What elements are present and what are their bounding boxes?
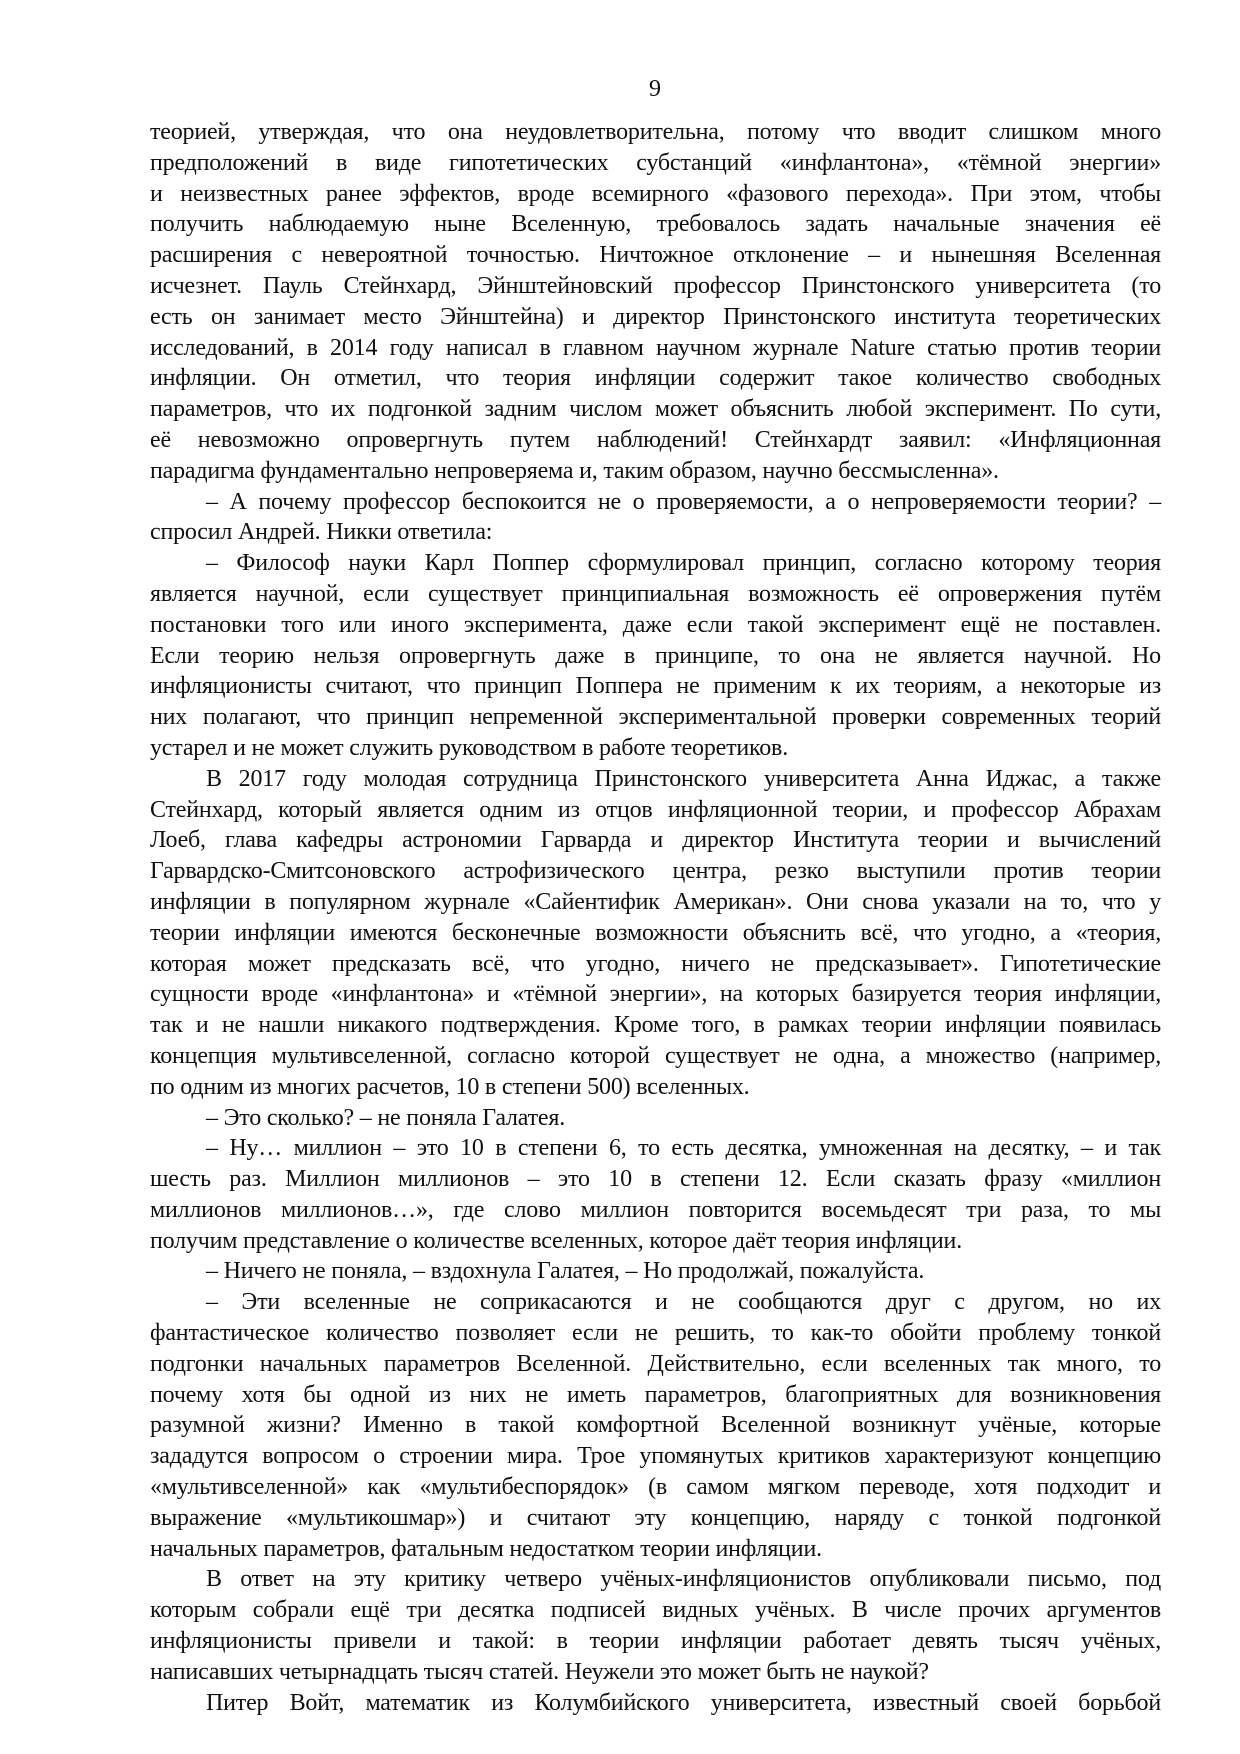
- text-line: – Философ науки Карл Поппер сформулировал принцип, согласно которому теория: [206, 550, 1161, 577]
- text-line: инфляции. Он отметил, что теория инфляции содержит такое количество свободных: [150, 365, 1161, 392]
- text-line: В 2017 году молодая сотрудница Принстонского университета Анна Иджас, а также: [206, 765, 1161, 792]
- text-line: исчезнет. Пауль Стейнхард, Эйнштейновский профессор Принстонского университета (то: [150, 272, 1161, 299]
- text-line: параметров, что их подгонкой задним числом может объяснить любой эксперимент. По сути,: [150, 396, 1161, 423]
- text-line: начальных параметров, фатальным недостатком теории инфляции.: [150, 1535, 822, 1562]
- text-line: предположений в виде гипотетических субстанций «инфлантона», «тёмной энергии»: [150, 149, 1161, 176]
- text-line: – Ничего не поняла, – вздохнула Галатея, – Но продолжай, пожалуйста.: [206, 1258, 925, 1285]
- text-line: Лоеб, глава кафедры астрономии Гарварда и директор Института теории и вычислений: [150, 827, 1161, 854]
- text-line: получить наблюдаемую ныне Вселенную, требовалось задать начальные значения её: [150, 211, 1161, 238]
- text-line: парадигма фундаментально непроверяема и, таким образом, научно бессмысленна».: [150, 457, 999, 484]
- paragraph: [150, 548, 1161, 764]
- text-line: фантастическое количество позволяет если не решить, то как-то обойти проблему тонкой: [150, 1320, 1161, 1347]
- text-line: является научной, если существует принципиальная возможность её опровержения путём: [150, 580, 1161, 607]
- text-line: расширения с невероятной точностью. Ничтожное отклонение – и нынешняя Вселенная: [150, 242, 1161, 269]
- text-line: сущности вроде «инфлантона» и «тёмной энергии», на которых базируется теория инфляции,: [150, 981, 1161, 1008]
- text-line: теорией, утверждая, что она неудовлетворительна, потому что вводит слишком много: [150, 119, 1161, 145]
- paragraph: [150, 1103, 1161, 1134]
- text-line: Стейнхард, который является одним из отцов инфляционной теории, и профессор Абрахам: [150, 796, 1161, 823]
- text-line: – Ну… миллион – это 10 в степени 6, то есть десятка, умноженная на десятку, – и так: [206, 1135, 1161, 1162]
- text-line: и неизвестных ранее эффектов, вроде всемирного «фазового перехода». При этом, чтобы: [150, 180, 1161, 207]
- paragraph: [150, 764, 1161, 1103]
- text-line: по одним из многих расчетов, 10 в степени 500) вселенных.: [150, 1073, 750, 1100]
- text-line: «мультивселенной» как «мультибеспорядок» (в самом мягком переводе, хотя подходит и: [150, 1474, 1161, 1501]
- text-line: инфляционисты считают, что принцип Поппера не применим к их теориям, а некоторые из: [150, 673, 1161, 700]
- paragraph: [150, 1688, 1161, 1719]
- text-line: спросил Андрей. Никки ответила:: [150, 519, 493, 546]
- text-line: получим представление о количестве вселенных, которое даёт теория инфляции.: [150, 1227, 963, 1254]
- text-line: В ответ на эту критику четверо учёных-инфляционистов опубликовали письмо, под: [206, 1566, 1161, 1593]
- text-line: устарел и не может служить руководством в работе теоретиков.: [150, 734, 788, 761]
- text-line: шесть раз. Миллион миллионов – это 10 в степени 12. Если сказать фразу «миллион: [150, 1166, 1161, 1193]
- text-line: концепция мультивселенной, согласно которой существует не одна, а множество (например,: [150, 1042, 1161, 1069]
- paragraph: [150, 117, 1161, 487]
- text-line: подгонки начальных параметров Вселенной. Действительно, если вселенных так много, то: [150, 1350, 1161, 1377]
- text-line: – Эти вселенные не соприкасаются и не сообщаются друг с другом, но их: [206, 1289, 1161, 1316]
- text-line: написавших четырнадцать тысяч статей. Неужели это может быть не наукой?: [150, 1658, 929, 1685]
- text-line: выражение «мультикошмар») и считают эту концепцию, наряду с тонкой подгонкой: [150, 1504, 1161, 1531]
- text-line: миллионов миллионов…», где слово миллион повторится восемьдесят три раза, то мы: [150, 1196, 1161, 1223]
- text-line: которым собрали ещё три десятка подписей видных учёных. В числе прочих аргументов: [150, 1597, 1161, 1624]
- paragraph: [150, 1133, 1161, 1256]
- text-line: – Это сколько? – не поняла Галатея.: [206, 1104, 565, 1131]
- text-line: почему хотя бы одной из них не иметь параметров, благоприятных для возникновения: [150, 1381, 1161, 1408]
- text-line: – А почему профессор беспокоится не о проверяемости, а о непроверяемости теории? –: [206, 488, 1161, 515]
- text-line: исследований, в 2014 году написал в главном научном журнале Nature статью против теории: [150, 334, 1161, 361]
- text-line: Гарвардско-Смитсоновского астрофизического центра, резко выступили против теории: [150, 858, 1161, 885]
- text-line: Если теорию нельзя опровергнуть даже в принципе, то она не является научной. Но: [150, 642, 1161, 669]
- text-line: разумной жизни? Именно в такой комфортной Вселенной возникнут учёные, которые: [150, 1412, 1161, 1439]
- text-line: так и не нашли никакого подтверждения. Кроме того, в рамках теории инфляции появилась: [150, 1012, 1161, 1039]
- text-line: зададутся вопросом о строении мира. Трое упомянутых критиков характеризуют концепцию: [150, 1443, 1161, 1470]
- text-line: инфляционисты привели и такой: в теории инфляции работает девять тысяч учёных,: [150, 1628, 1161, 1655]
- text-line: инфляции в популярном журнале «Сайентифик Американ». Они снова указали на то, что у: [150, 888, 1161, 915]
- text-line: постановки того или иного эксперимента, даже если такой эксперимент ещё не поставлен.: [150, 611, 1161, 638]
- text-line: её невозможно опровергнуть путем наблюдений! Стейнхардт заявил: «Инфляционная: [150, 426, 1161, 453]
- paragraph: [150, 1256, 1161, 1287]
- page-number: 9: [649, 76, 661, 102]
- text-line: Питер Войт, математик из Колумбийского университета, известный своей борьбой: [206, 1689, 1161, 1716]
- text-line: теории инфляции имеются бесконечные возможности объяснить всё, что угодно, а «теория,: [150, 919, 1161, 946]
- text-line: них полагают, что принцип непременной экспериментальной проверки современных теорий: [150, 704, 1161, 731]
- body-text: [150, 117, 1161, 1718]
- paragraph: [150, 1287, 1161, 1564]
- paragraph: [150, 1564, 1161, 1687]
- text-line: которая может предсказать всё, что угодно, ничего не предсказывает». Гипотетические: [150, 950, 1161, 977]
- text-line: есть он занимает место Эйнштейна) и директор Принстонского института теоретических: [150, 303, 1161, 330]
- paragraph: [150, 487, 1161, 549]
